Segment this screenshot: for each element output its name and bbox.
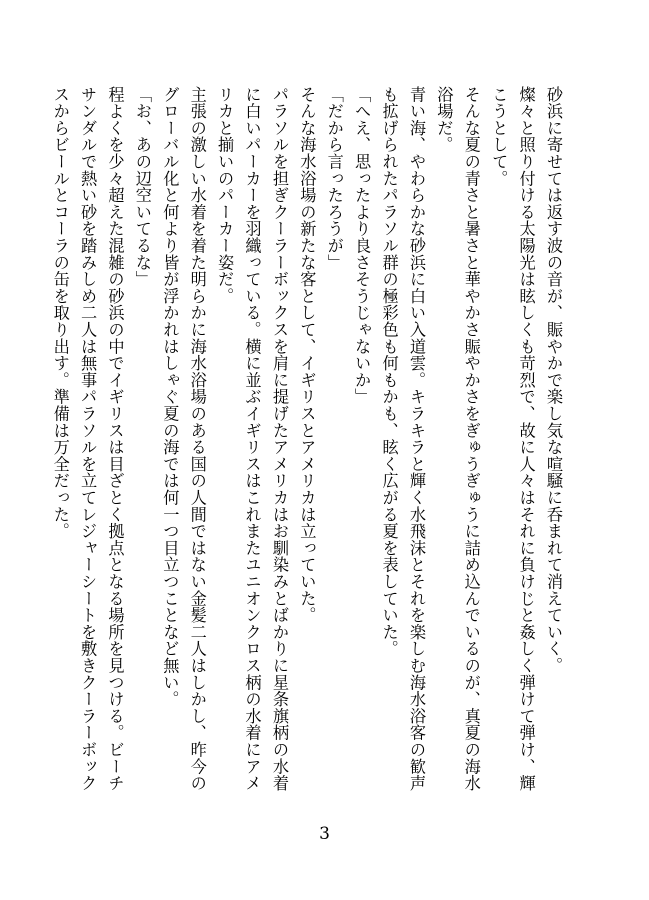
page-number: 3	[319, 824, 330, 844]
paragraph: そんな海水浴場の新たな客として、イギリスとアメリカは立っていた。	[297, 86, 317, 624]
paragraph: 程よくを少々超えた混雑の砂浜の中でイギリスは目ざとく拠点となる場所を見つける。ビーチサンダルで熱い砂を踏みしめ二人は無事パラソルを立てレジャーシートを敷きクーラーボックスからビールとコーラの缶を取り出す。準備は万全だった。	[50, 86, 125, 792]
dialogue-line: 「お、あの辺空いてるな」	[132, 86, 152, 288]
paragraph: そんな夏の青さと暑さと華やかさ賑やかさをぎゅうぎゅうに詰め込んでいるのが、真夏の海水浴場だ。	[434, 86, 481, 792]
paragraph: 青い海、やわらかな砂浜に白い入道雲。キラキラと輝く水飛沫とそれを楽しむ海水浴客の歓声も拡げられたパラソル群の極彩色も何もかも、眩く広がる夏を表していた。	[379, 86, 426, 792]
dialogue-line: 「だから言ったろうが」	[324, 86, 344, 271]
paragraph: 主張の激しい水着を着た明らかに海水浴場のある国の人間ではない金髪二人はしかし、昨今のグローバル化と何より皆が浮かれはしゃぐ夏の海では何一つ目立つことなど無い。	[160, 86, 207, 792]
vertical-text-body	[50, 86, 567, 806]
paragraph: 砂浜に寄せては返す波の音が、賑やかで楽し気な喧騒に呑まれて消えていく。	[544, 86, 563, 674]
dialogue-line: 「へえ、思ったより良さそうじゃないか」	[352, 86, 372, 406]
paragraph: 燦々と照り付ける太陽光は眩しくも苛烈で、故に人々はそれに負けじと姦しく弾けて弾け、輝こうとして。	[489, 86, 536, 792]
paragraph: パラソルを担ぎクーラーボックスを肩に提げたアメリカはお馴染みとばかりに星条旗柄の水着に白いパーカーを羽織っている。横に並ぶイギリスはこれまたユニオンクロス柄の水着にアメリカと揃いのパーカー姿だ。	[215, 86, 289, 792]
